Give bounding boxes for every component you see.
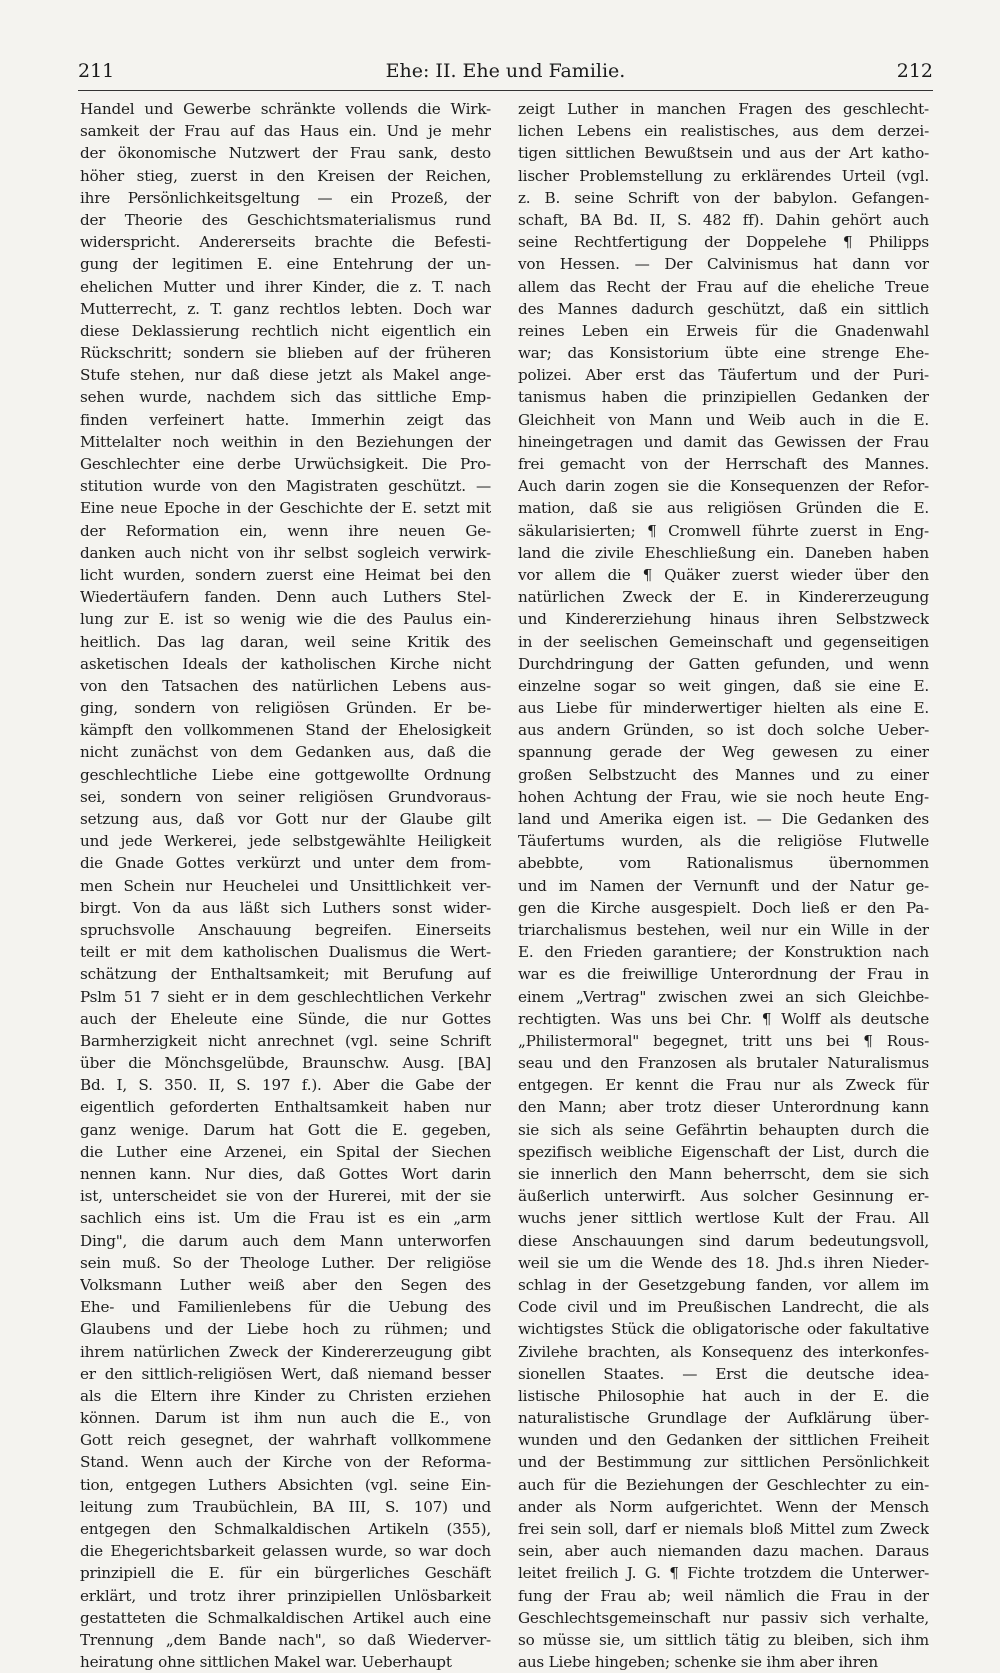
- text-line: und Kindererziehung hinaus ihren Selbstzweck: [518, 610, 929, 629]
- text-line: einem „Vertrag" zwischen zwei an sich Gleichbe-: [518, 987, 929, 1006]
- text-line: in der seelischen Gemeinschaft und gegenseitigen: [518, 632, 929, 651]
- text-line: samkeit der Frau auf das Haus ein. Und je mehr: [80, 122, 491, 141]
- text-line: „Philistermoral" begegnet, tritt uns bei ¶ Rous-: [518, 1031, 929, 1050]
- text-line: vor allem die ¶ Quäker zuerst wieder über den: [518, 565, 929, 584]
- text-line: ihre Persönlichkeitsgeltung — ein Prozeß, der: [80, 188, 491, 207]
- page-number-left: 211: [78, 60, 115, 82]
- text-line: sein muß. So der Theologe Luther. Der religiöse: [80, 1253, 491, 1272]
- text-line: natürlichen Zweck der E. in Kindererzeugung: [518, 588, 929, 607]
- text-line: mation, daß sie aus religiösen Gründen die E.: [518, 499, 929, 518]
- text-line: Täufertums wurden, als die religiöse Flutwelle: [518, 832, 929, 851]
- text-line: leitung zum Traubüchlein, BA III, S. 107) und: [80, 1497, 491, 1516]
- text-line: äußerlich unterwirft. Aus solcher Gesinnung er-: [518, 1187, 929, 1206]
- text-line: schätzung der Enthaltsamkeit; mit Berufung auf: [80, 965, 491, 984]
- text-line: triarchalismus bestehen, weil nur ein Wille in der: [518, 920, 929, 939]
- page-number-right: 212: [896, 60, 933, 82]
- text-line: finden verfeinert hatte. Immerhin zeigt das: [80, 410, 491, 429]
- text-line: hineingetragen und damit das Gewissen der Frau: [518, 432, 929, 451]
- text-line: wichtigstes Stück die obligatorische oder fakultative: [518, 1320, 929, 1339]
- text-line: gen die Kirche ausgespielt. Doch ließ er den Pa-: [518, 898, 929, 917]
- text-line: Auch darin zogen sie die Konsequenzen der Refor-: [518, 477, 929, 496]
- text-line: spruchsvolle Anschauung begreifen. Einerseits: [80, 920, 491, 939]
- text-line: Ehe- und Familienlebens für die Uebung des: [80, 1298, 491, 1317]
- text-line: wuchs jener sittlich wertlose Kult der Frau. All: [518, 1209, 929, 1228]
- text-line: stitution wurde von den Magistraten geschützt. —: [80, 477, 491, 496]
- text-line: entgegen den Schmalkaldischen Artikeln (355),: [80, 1520, 491, 1538]
- text-line: geschlechtliche Liebe eine gottgewollte Ordnung: [80, 765, 491, 784]
- text-line: Gott reich gesegnet, der wahrhaft vollkommene: [80, 1431, 491, 1450]
- text-line: Wiedertäufern fanden. Denn auch Luthers Stel-: [80, 588, 491, 607]
- text-line: ging, sondern von religiösen Gründen. Er be-: [80, 699, 491, 718]
- text-line: diese Anschauungen sind darum bedeutungsvoll,: [518, 1231, 929, 1250]
- text-line: Bd. I, S. 350. II, S. 197 f.). Aber die Gabe der: [80, 1076, 491, 1095]
- text-line: nicht zunächst von dem Gedanken aus, daß die: [80, 743, 491, 762]
- text-line: frei sein soll, darf er niemals bloß Mittel zum Zweck: [518, 1520, 929, 1538]
- text-line: kämpft den vollkommenen Stand der Ehelosigkeit: [80, 721, 491, 740]
- text-line: hohen Achtung der Frau, wie sie noch heute Eng-: [518, 787, 929, 806]
- text-line: auch für die Beziehungen der Geschlechter zu ein-: [518, 1475, 929, 1494]
- text-line: Barmherzigkeit nicht anrechnet (vgl. seine Schrift: [80, 1031, 491, 1050]
- text-line: Stand. Wenn auch der Kirche von der Reforma-: [80, 1453, 491, 1472]
- text-line: gestatteten die Schmalkaldischen Artikel auch eine: [80, 1608, 491, 1627]
- text-line: der Reformation ein, wenn ihre neuen Ge-: [80, 521, 491, 540]
- text-line: und der Bestimmung zur sittlichen Persönlichkeit: [518, 1453, 929, 1472]
- text-line: aus andern Gründen, so ist doch solche Ueber-: [518, 721, 929, 740]
- text-line: Handel und Gewerbe schränkte vollends die Wirk-: [80, 100, 491, 118]
- text-line: land die zivile Eheschließung ein. Daneben haben: [518, 543, 929, 562]
- text-line: licht wurden, sondern zuerst eine Heimat bei den: [80, 565, 491, 584]
- text-line: z. B. seine Schrift von der babylon. Gefangen-: [518, 188, 929, 207]
- text-line: sehen wurde, nachdem sich das sittliche Emp-: [80, 388, 491, 407]
- text-line: diese Deklassierung rechtlich nicht eigentlich ein: [80, 321, 491, 340]
- text-line: asketischen Ideals der katholischen Kirche nicht: [80, 654, 491, 673]
- text-line: Geschlechter eine derbe Urwüchsigkeit. Die Pro-: [80, 455, 491, 473]
- text-line: die Ehegerichtsbarkeit gelassen wurde, so war doch: [80, 1542, 491, 1561]
- text-line: Stufe stehen, nur daß diese jetzt als Makel ange-: [80, 366, 491, 385]
- text-line: ganz wenige. Darum hat Gott die E. gegeben,: [80, 1120, 491, 1139]
- text-line: prinzipiell die E. für ein bürgerliches Geschäft: [80, 1564, 491, 1583]
- text-line: men Schein nur Heuchelei und Unsittlichkeit ver-: [80, 876, 491, 895]
- text-line: Mutterrecht, z. T. ganz rechtlos lebten. Doch war: [80, 299, 491, 318]
- text-line: entgegen. Er kennt die Frau nur als Zweck für: [518, 1076, 929, 1095]
- text-line: erklärt, und trotz ihrer prinzipiellen Unlösbarkeit: [80, 1586, 491, 1605]
- text-line: zeigt Luther in manchen Fragen des geschlecht-: [518, 100, 929, 118]
- text-line: die Luther eine Arzenei, ein Spital der Siechen: [80, 1142, 491, 1161]
- text-line: Pslm 51 7 sieht er in dem geschlechtlichen Verkehr: [80, 987, 491, 1006]
- text-line: teilt er mit dem katholischen Dualismus die Wert-: [80, 943, 491, 962]
- text-line: schlag in der Gesetzgebung fanden, vor allem im: [518, 1275, 929, 1294]
- text-line: abebbte, vom Rationalismus übernommen: [518, 854, 929, 873]
- text-line: tigen sittlichen Bewußtsein und aus der Art katho-: [518, 144, 929, 163]
- text-line: sie innerlich den Mann beherrscht, dem sie sich: [518, 1165, 929, 1183]
- text-line: er den sittlich-religiösen Wert, daß niemand besser: [80, 1364, 491, 1383]
- page-header: [78, 60, 933, 86]
- text-line: die Gnade Gottes verkürzt und unter dem from-: [80, 854, 491, 873]
- text-line: widerspricht. Andererseits brachte die Befesti-: [80, 233, 491, 252]
- text-line: Durchdringung der Gatten gefunden, und wenn: [518, 654, 929, 673]
- text-line: danken auch nicht von ihr selbst sogleich verwirk-: [80, 543, 491, 562]
- text-line: listische Philosophie hat auch in der E. die: [518, 1386, 929, 1405]
- text-line: von den Tatsachen des natürlichen Lebens aus-: [80, 676, 491, 695]
- text-line: Ding", die darum auch dem Mann unterworfen: [80, 1231, 491, 1250]
- text-line: eigentlich geforderten Enthaltsamkeit haben nur: [80, 1098, 491, 1117]
- text-line: lung zur E. ist so wenig wie die des Paulus ein-: [80, 610, 491, 629]
- text-column-right: [518, 98, 929, 1673]
- text-line: ander als Norm aufgerichtet. Wenn der Mensch: [518, 1497, 929, 1516]
- text-line: Volksmann Luther weiß aber den Segen des: [80, 1275, 491, 1294]
- text-line: tion, entgegen Luthers Absichten (vgl. seine Ein-: [80, 1475, 491, 1494]
- text-line: war; das Konsistorium übte eine strenge Ehe-: [518, 344, 929, 363]
- text-line: reines Leben ein Erweis für die Gnadenwahl: [518, 321, 929, 340]
- text-line: aus Liebe für minderwertiger hielten als eine E.: [518, 699, 929, 718]
- text-line: allem das Recht der Frau auf die eheliche Treue: [518, 277, 929, 296]
- text-line: spannung gerade der Weg gewesen zu einer: [518, 743, 929, 762]
- text-line: leitet freilich J. G. ¶ Fichte trotzdem die Unterwer-: [518, 1564, 929, 1583]
- text-line: frei gemacht von der Herrschaft des Mannes.: [518, 455, 929, 473]
- text-line: gung der legitimen E. eine Entehrung der un-: [80, 255, 491, 274]
- text-line: den Mann; aber trotz dieser Unterordnung kann: [518, 1098, 929, 1117]
- text-line: heitlich. Das lag daran, weil seine Kritik des: [80, 632, 491, 651]
- text-line: seau und den Franzosen als brutaler Naturalismus: [518, 1054, 929, 1073]
- running-title: Ehe: II. Ehe und Familie.: [385, 60, 626, 82]
- text-line: ihrem natürlichen Zweck der Kindererzeugung gibt: [80, 1342, 491, 1361]
- text-line: polizei. Aber erst das Täufertum und der Puri-: [518, 366, 929, 385]
- text-line: sein, aber auch niemanden dazu machen. Daraus: [518, 1542, 929, 1561]
- text-line: sie sich als seine Gefährtin behaupten durch die: [518, 1120, 929, 1139]
- text-line: können. Darum ist ihm nun auch die E., von: [80, 1409, 491, 1428]
- text-line: so müsse sie, um sittlich tätig zu bleiben, sich ihm: [518, 1630, 929, 1649]
- text-line: rechtigten. Was uns bei Chr. ¶ Wolff als deutsche: [518, 1009, 929, 1028]
- text-line: weil sie um die Wende des 18. Jhd.s ihren Nieder-: [518, 1253, 929, 1272]
- text-line: lichen Lebens ein realistisches, aus dem derzei-: [518, 122, 929, 141]
- text-line: von Hessen. — Der Calvinismus hat dann vor: [518, 255, 929, 274]
- header-rule: [78, 90, 933, 91]
- text-line: tanismus haben die prinzipiellen Gedanken der: [518, 388, 929, 407]
- text-line: sachlich eins ist. Um die Frau ist es ein „arm: [80, 1209, 491, 1228]
- text-line: säkularisierten; ¶ Cromwell führte zuerst in Eng-: [518, 521, 929, 540]
- text-line: Glaubens und der Liebe hoch zu rühmen; und: [80, 1320, 491, 1339]
- text-line: Rückschritt; sondern sie blieben auf der früheren: [80, 344, 491, 363]
- text-line: seine Rechtfertigung der Doppelehe ¶ Philipps: [518, 233, 929, 252]
- text-line: Gleichheit von Mann und Weib auch in die E.: [518, 410, 929, 429]
- text-line: auch der Eheleute eine Sünde, die nur Gottes: [80, 1009, 491, 1028]
- text-line: und im Namen der Vernunft und der Natur ge-: [518, 876, 929, 895]
- text-line: war es die freiwillige Unterordnung der Frau in: [518, 965, 929, 984]
- text-line: nennen kann. Nur dies, daß Gottes Wort darin: [80, 1165, 491, 1183]
- text-line: der Theorie des Geschichtsmaterialismus rund: [80, 210, 491, 229]
- text-line: Mittelalter noch weithin in den Beziehungen der: [80, 432, 491, 451]
- text-line: ist, unterscheidet sie von der Hurerei, mit der sie: [80, 1187, 491, 1206]
- text-line: heiratung ohne sittlichen Makel war. Ueberhaupt: [80, 1653, 452, 1672]
- text-line: sei, sondern von seiner religiösen Grundvoraus-: [80, 787, 491, 806]
- text-column-left: [80, 98, 491, 1673]
- text-line: Geschlechtsgemeinschaft nur passiv sich verhalte,: [518, 1608, 929, 1627]
- text-line: als die Eltern ihre Kinder zu Christen erziehen: [80, 1386, 491, 1405]
- text-line: wunden und den Gedanken der sittlichen Freiheit: [518, 1431, 929, 1450]
- text-line: fung der Frau ab; weil nämlich die Frau in der: [518, 1586, 929, 1605]
- text-line: ehelichen Mutter und ihrer Kinder, die z. T. nach: [80, 277, 491, 296]
- text-line: setzung aus, daß vor Gott nur der Glaube gilt: [80, 810, 491, 828]
- text-line: Zivilehe brachten, als Konsequenz des interkonfes-: [518, 1342, 929, 1361]
- text-line: Eine neue Epoche in der Geschichte der E. setzt mit: [80, 499, 491, 518]
- text-line: des Mannes dadurch geschützt, daß ein sittlich: [518, 299, 929, 318]
- text-line: aus Liebe hingeben; schenke sie ihm aber ihren: [518, 1653, 879, 1672]
- text-line: großen Selbstzucht des Mannes und zu einer: [518, 765, 929, 784]
- text-line: Code civil und im Preußischen Landrecht, die als: [518, 1298, 929, 1317]
- text-line: land und Amerika eigen ist. — Die Gedanken des: [518, 810, 929, 828]
- text-line: sionellen Staates. — Erst die deutsche idea-: [518, 1364, 929, 1383]
- text-line: über die Mönchsgelübde, Braunschw. Ausg. [BA]: [80, 1054, 491, 1073]
- text-line: Trennung „dem Bande nach", so daß Wiederver-: [80, 1630, 491, 1649]
- text-line: E. den Frieden garantiere; der Konstruktion nach: [518, 943, 929, 962]
- text-line: der ökonomische Nutzwert der Frau sank, desto: [80, 144, 491, 163]
- text-line: schaft, BA Bd. II, S. 482 ff). Dahin gehört auch: [518, 210, 929, 229]
- text-line: höher stieg, zuerst in den Kreisen der Reichen,: [80, 166, 491, 185]
- text-line: lischer Problemstellung zu erklärendes Urteil (vgl.: [518, 166, 929, 185]
- text-line: spezifisch weibliche Eigenschaft der List, durch die: [518, 1142, 929, 1161]
- text-line: naturalistische Grundlage der Aufklärung über-: [518, 1409, 929, 1428]
- text-line: einzelne sogar so weit gingen, daß sie eine E.: [518, 676, 929, 695]
- text-line: und jede Werkerei, jede selbstgewählte Heiligkeit: [80, 832, 491, 851]
- text-line: birgt. Von da aus läßt sich Luthers sonst wider-: [80, 898, 491, 917]
